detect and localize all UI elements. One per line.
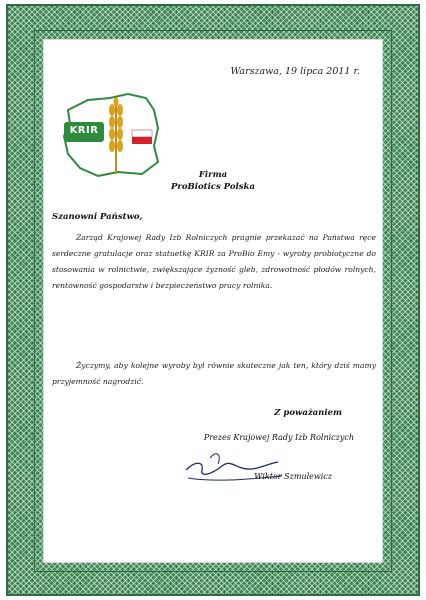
body-paragraph-2: Życzymy, aby kolejne wyroby był równie skuteczne jak ten, który dziś mamy przyjemność nagrodzić. [52, 361, 376, 386]
body-paragraph-1: Zarząd Krajowej Rady Izb Rolniczych pragnie przekazać na Państwa ręce serdeczne gratulacje oraz statuetkę KRIR za ProBio Emy - wyroby probiotyczne do stosowania w rolnictwie, zwiększające żyzność gleb, zdrowotność płodów rolnych, rentowność gospodarstw i bezpieczeństwo pracy rolnika. [52, 233, 376, 290]
letter-paper [44, 40, 382, 562]
krir-logo-text: KRIR [69, 125, 99, 136]
salutation: Szanowni Państwo, [52, 212, 143, 222]
closing-line: Z poważaniem [274, 408, 342, 418]
krir-logo [58, 88, 168, 180]
recipient-line-2: ProBiotics Polska [171, 182, 255, 192]
signer-name: Wiktor Szmulewicz [254, 472, 332, 481]
date-line: Warszawa, 19 lipca 2011 r. [230, 66, 360, 77]
signer-title: Prezes Krajowej Rady Izb Rolniczych [203, 433, 354, 442]
recipient-line-1: Firma [198, 170, 228, 180]
